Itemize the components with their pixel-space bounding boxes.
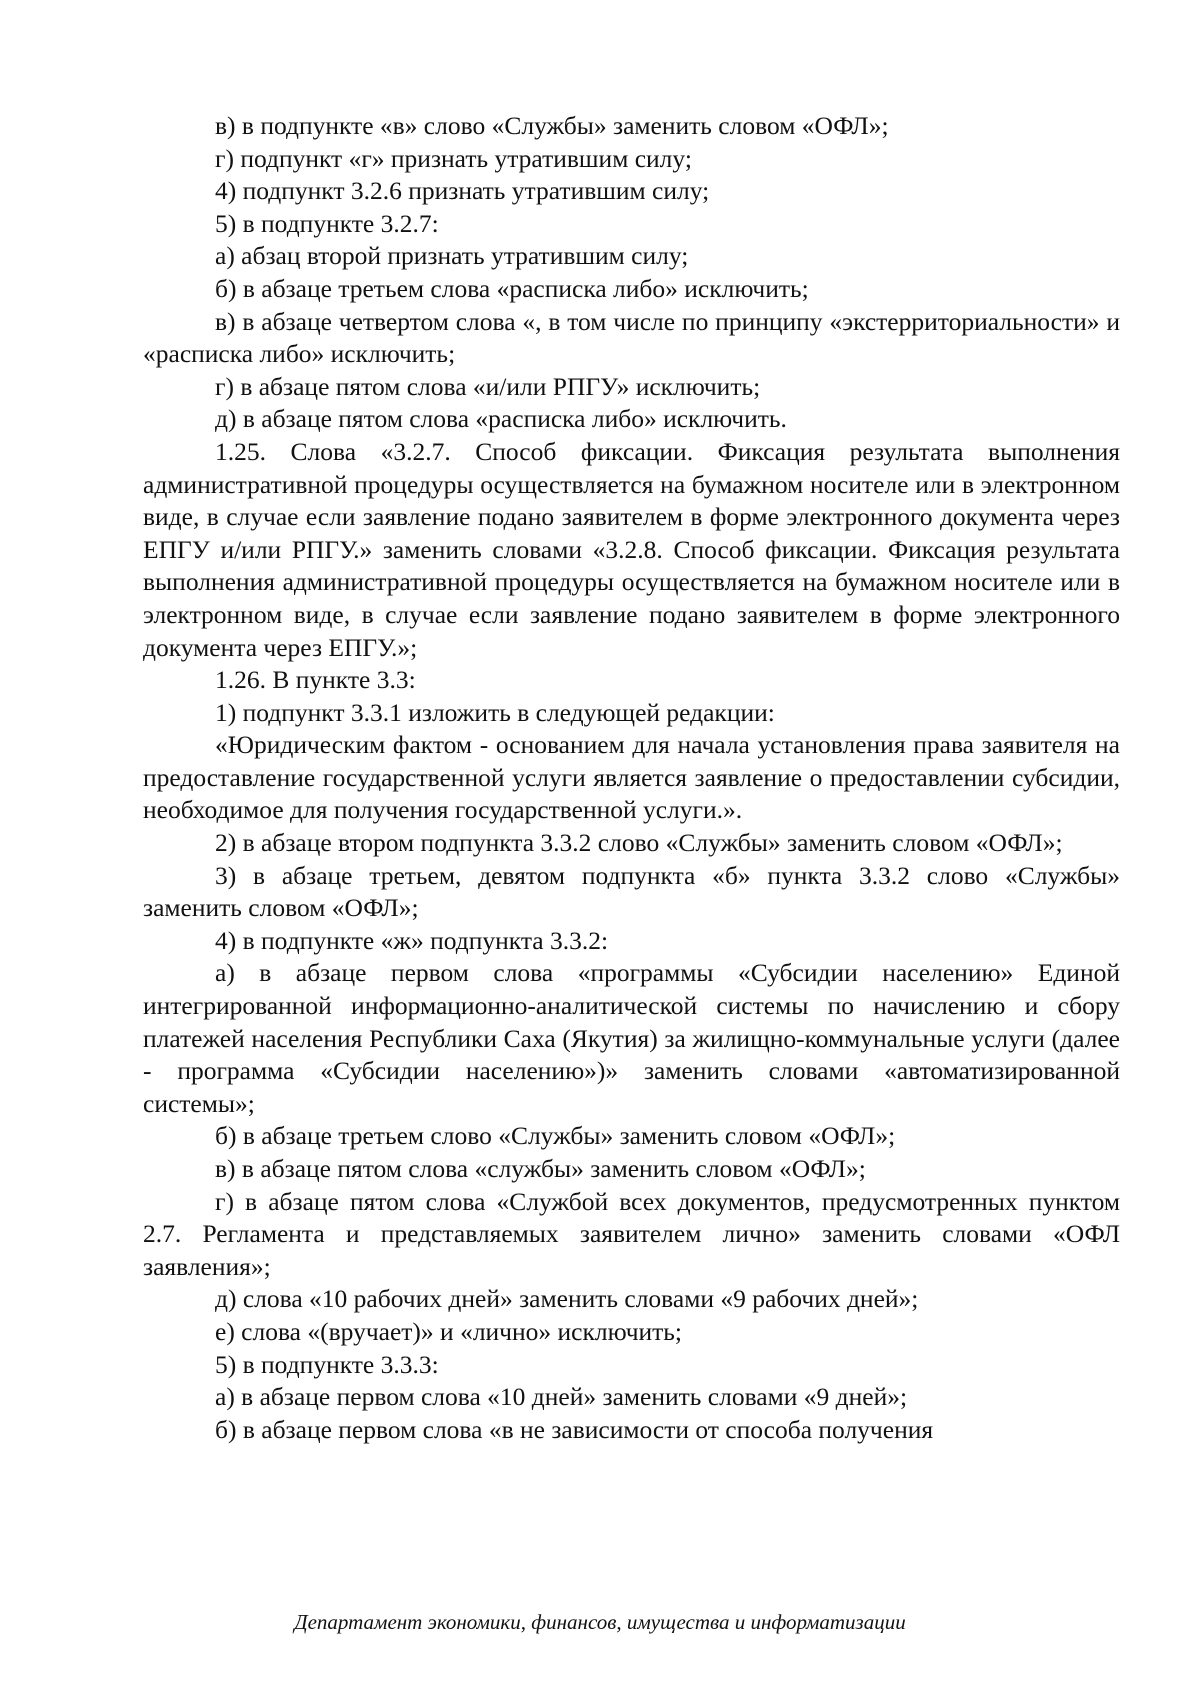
paragraph: д) в абзаце пятом слова «расписка либо» исключить. [215, 404, 787, 434]
paragraph: 3) в абзаце третьем, девятом подпункта «б» пункта 3.3.2 слово «Службы» заменить словом «ОФЛ»; [143, 860, 1120, 923]
paragraph: а) в абзаце первом слова «программы «Субсидии населению» Единой интегрированной информационно-аналитической системы по начислению и сбору платежей населения Республики Саха (Якутия) за жилищно-коммунальные услуги (далее - программа «Субсидии населению»)» заменить словами «автоматизированной системы»; [143, 958, 1120, 1118]
paragraph: а) абзац второй признать утратившим силу; [215, 241, 689, 271]
paragraph: 4) подпункт 3.2.6 признать утратившим силу; [215, 176, 710, 206]
paragraph: в) в подпункте «в» слово «Службы» заменить словом «ОФЛ»; [215, 111, 889, 140]
paragraph: б) в абзаце третьем слово «Службы» заменить словом «ОФЛ»; [215, 1121, 896, 1151]
paragraph: 4) в подпункте «ж» подпункта 3.3.2: [215, 925, 609, 955]
paragraph: д) слова «10 рабочих дней» заменить словами «9 рабочих дней»; [215, 1284, 919, 1314]
paragraph: 1.26. В пункте 3.3: [215, 665, 416, 695]
paragraph: г) в абзаце пятом слова «и/или РПГУ» исключить; [215, 371, 761, 401]
paragraph: б) в абзаце первом слова «в не зависимости от способа получения [215, 1414, 934, 1444]
paragraph: 1) подпункт 3.3.1 изложить в следующей редакции: [215, 697, 775, 727]
paragraph: в) в абзаце четвертом слова «, в том числе по принципу «экстерриториальности» и «расписка либо» исключить; [143, 306, 1120, 369]
paragraph: г) подпункт «г» признать утратившим силу; [215, 143, 692, 173]
paragraph: 1.25. Слова «3.2.7. Способ фиксации. Фиксация результата выполнения административной процедуры осуществляется на бумажном носителе или в электронном виде, в случае если заявление подано заявителем в форме электронного документа через ЕПГУ и/или РПГУ.» заменить словами «3.2.8. Способ фиксации. Фиксация результата выполнения административной процедуры осуществляется на бумажном носителе или в электронном виде, в случае если заявление подано заявителем в форме электронного документа через ЕПГУ.»; [143, 436, 1120, 662]
paragraph: «Юридическим фактом - основанием для начала установления права заявителя на предоставление государственной услуги является заявление о предоставлении субсидии, необходимое для получения государственной услуги.». [143, 730, 1120, 825]
page-footer: Департамент экономики, финансов, имущества и информатизации [294, 1610, 906, 1634]
paragraph: 2) в абзаце втором подпункта 3.3.2 слово «Службы» заменить словом «ОФЛ»; [215, 828, 1063, 858]
paragraph: а) в абзаце первом слова «10 дней» заменить словами «9 дней»; [215, 1382, 908, 1412]
paragraph: б) в абзаце третьем слова «расписка либо» исключить; [215, 273, 809, 303]
paragraph: 5) в подпункте 3.3.3: [215, 1349, 439, 1379]
paragraph: в) в абзаце пятом слова «службы» заменить словом «ОФЛ»; [215, 1154, 866, 1183]
paragraph: г) в абзаце пятом слова «Службой всех документов, предусмотренных пунктом 2.7. Регламента и представляемых заявителем лично» заменить словами «ОФЛ заявления»; [143, 1186, 1120, 1281]
paragraph: е) слова «(вручает)» и «лично» исключить; [215, 1316, 683, 1346]
document-body [143, 110, 1120, 1446]
paragraph: 5) в подпункте 3.2.7: [215, 208, 439, 238]
